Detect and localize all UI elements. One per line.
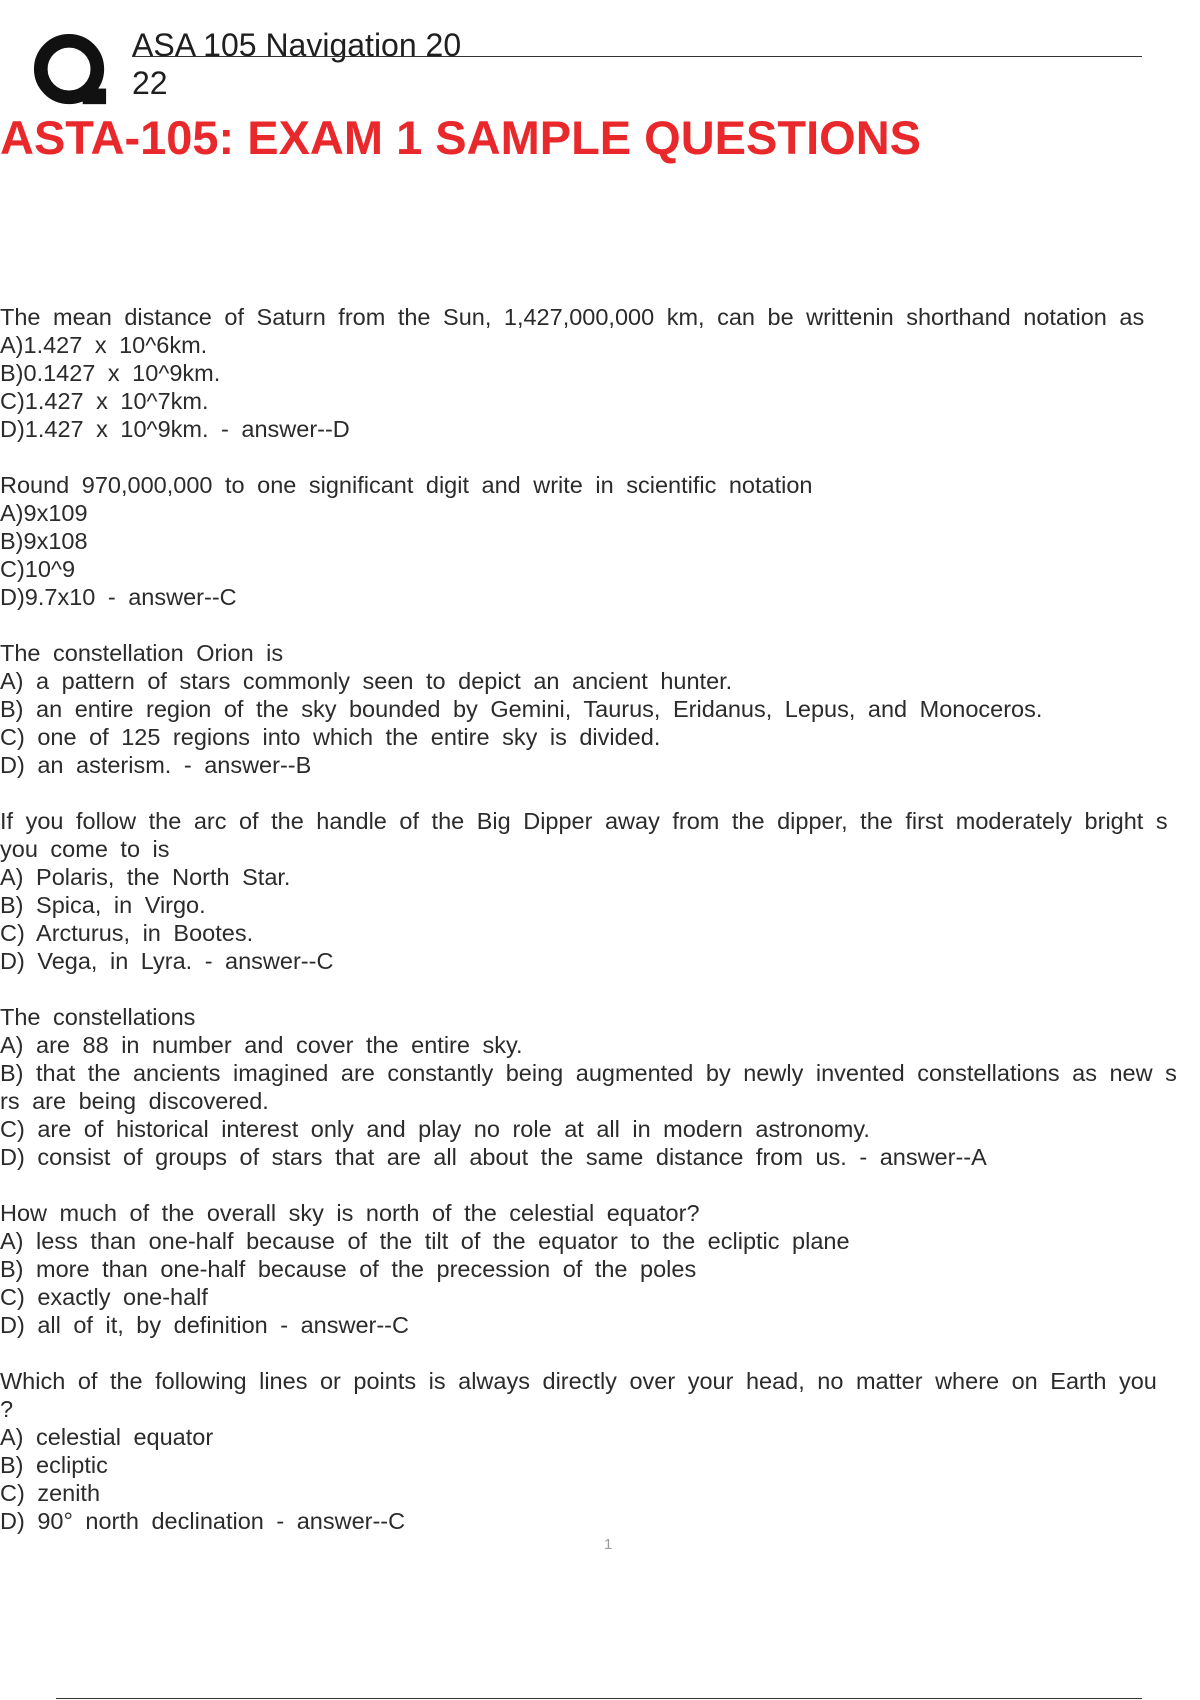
question-text: If you follow the arc of the handle of the Big Dipper away from the dipper, the first moderately bright s [0, 808, 1168, 834]
question-list [0, 303, 1200, 1563]
question-block [0, 303, 1200, 443]
question-line: B)0.1427 x 10^9km. [0, 360, 221, 386]
question-line: C)10^9 [0, 556, 76, 582]
question-line: D) 90° north declination - answer--C [0, 1508, 406, 1534]
question-line: rs are being discovered. [0, 1088, 269, 1114]
question-block [0, 807, 1200, 975]
question-line: A)1.427 x 10^6km. [0, 332, 208, 358]
question-text: How much of the overall sky is north of the celestial equator? [0, 1200, 700, 1226]
question-line: B) ecliptic [0, 1452, 108, 1478]
question-line: A) celestial equator [0, 1424, 214, 1450]
question-text: The constellations [0, 1004, 196, 1030]
page-number: 1 [604, 1536, 613, 1553]
question-line: C)1.427 x 10^7km. [0, 388, 209, 414]
document-title: ASTA-105: EXAM 1 SAMPLE QUESTIONS [0, 111, 921, 164]
footer-divider [56, 1698, 1142, 1699]
question-line: D) consist of groups of stars that are all about the same distance from us. - answer--A [0, 1144, 987, 1170]
question-line: B) more than one-half because of the precession of the poles [0, 1256, 697, 1282]
question-line: B) an entire region of the sky bounded by Gemini, Taurus, Eridanus, Lepus, and Monoceros. [0, 696, 1043, 722]
question-line: D) an asterism. - answer--B [0, 752, 312, 778]
question-line: D)1.427 x 10^9km. - answer--D [0, 416, 350, 442]
question-line: you come to is [0, 836, 170, 862]
question-line: A) a pattern of stars commonly seen to depict an ancient hunter. [0, 668, 733, 694]
question-line: D) Vega, in Lyra. - answer--C [0, 948, 334, 974]
question-line: C) exactly one-half [0, 1284, 208, 1310]
question-block [0, 1367, 1200, 1535]
question-text: Round 970,000,000 to one significant digit and write in scientific notation [0, 472, 813, 498]
question-line: B) that the ancients imagined are constantly being augmented by newly invented constellations as new s [0, 1060, 1177, 1086]
question-line: C) are of historical interest only and play no role at all in modern astronomy. [0, 1116, 870, 1142]
q-logo-icon [32, 32, 110, 110]
question-line: B) Spica, in Virgo. [0, 892, 206, 918]
question-block [0, 1199, 1200, 1339]
question-line: A)9x109 [0, 500, 88, 526]
question-line: A) Polaris, the North Star. [0, 864, 291, 890]
header-divider [132, 56, 1142, 57]
question-line: ? [0, 1396, 14, 1422]
question-block [0, 639, 1200, 779]
question-block [0, 1003, 1200, 1171]
question-line: C) zenith [0, 1480, 101, 1506]
question-line: A) less than one-half because of the tilt of the equator to the ecliptic plane [0, 1228, 850, 1254]
question-line: A) are 88 in number and cover the entire sky. [0, 1032, 523, 1058]
question-line: B)9x108 [0, 528, 88, 554]
question-text: The mean distance of Saturn from the Sun, 1,427,000,000 km, can be writtenin shorthand notation as [0, 304, 1145, 330]
question-line: C) Arcturus, in Bootes. [0, 920, 254, 946]
question-block [0, 471, 1200, 611]
page-header [0, 0, 1200, 115]
question-line: D)9.7x10 - answer--C [0, 584, 237, 610]
question-line: C) one of 125 regions into which the entire sky is divided. [0, 724, 661, 750]
course-title: ASA 105 Navigation 2022 [132, 27, 462, 101]
question-line: D) all of it, by definition - answer--C [0, 1312, 409, 1338]
question-text: Which of the following lines or points is always directly over your head, no matter where on Earth you [0, 1368, 1157, 1394]
question-text: The constellation Orion is [0, 640, 284, 666]
